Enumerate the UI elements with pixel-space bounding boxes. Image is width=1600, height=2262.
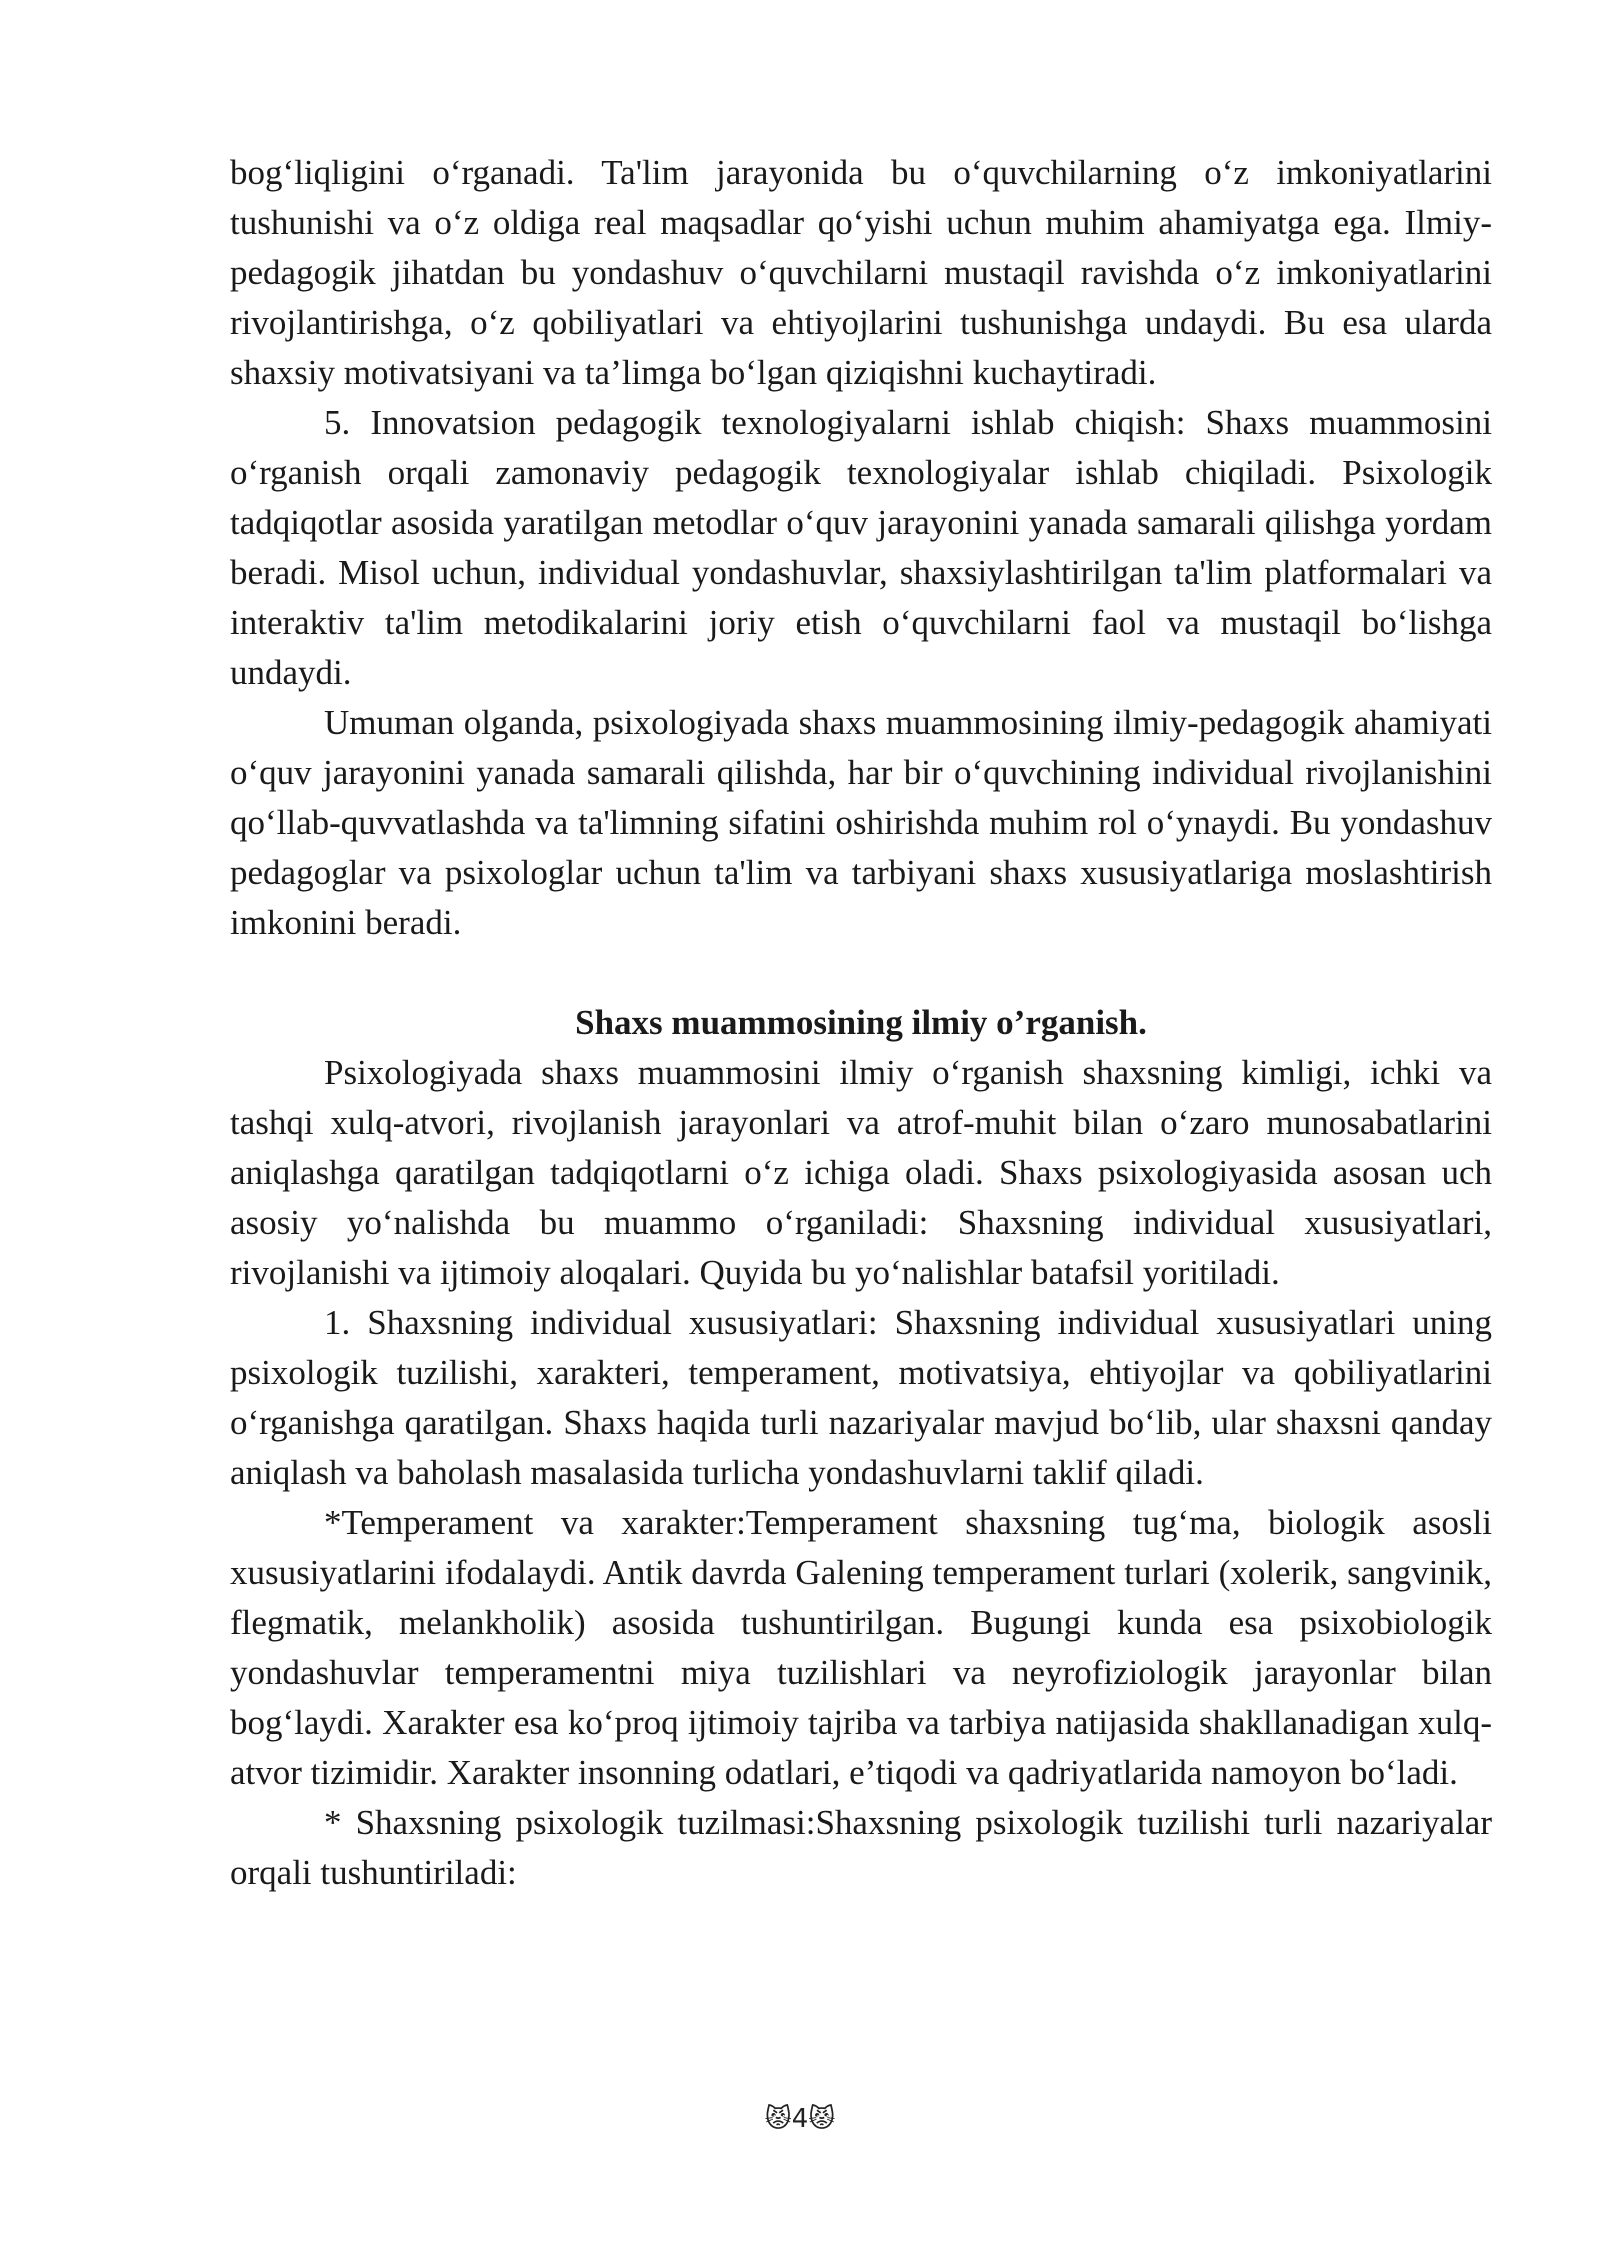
- section-heading: Shaxs muammosining ilmiy o’rganish.: [575, 1003, 1147, 1042]
- paragraph-intro: Psixologiyada shaxs muammosini ilmiy o‘rganish shaxsning kimligi, ichki va tashqi xulq-atvori, rivojlanish jarayonlari va atrof-muhit bilan o‘zaro munosabatlarini aniqlashga qaratilgan tadqiqotlarni o‘z ichiga oladi. Shaxs psixologiyasida asosan uch asosiy yo‘nalishda bu muammo o‘rganiladi: Shaxsning individual xususiyatlari, rivojlanishi va ijtimoiy aloqalari. Quyida bu yo‘nalishlar batafsil yoritiladi.: [230, 1053, 1492, 1292]
- paragraph-innovative-technologies: 5. Innovatsion pedagogik texnologiyalarni ishlab chiqish: Shaxs muammosini o‘rganish orqali zamonaviy pedagogik texnologiyalar ishlab chiqiladi. Psixologik tadqiqotlar asosida yaratilgan metodlar o‘quv jarayonini yanada samarali qilishga yordam beradi. Misol uchun, individual yondashuvlar, shaxsiylashtirilgan ta'lim platformalari va interaktiv ta'lim metodikalarini joriy etish o‘quvchilarni faol va mustaqil bo‘lishga undaydi.: [230, 403, 1492, 692]
- paragraph-psychological-structure: * Shaxsning psixologik tuzilmasi:Shaxsning psixologik tuzilishi turli nazariyalar orqali tushuntiriladi:: [230, 1803, 1492, 1892]
- paragraph-individual-traits: 1. Shaxsning individual xususiyatlari: Shaxsning individual xususiyatlari uning psixologik tuzilishi, xarakteri, temperament, motivatsiya, ehtiyojlar va qobiliyatlarini o‘rganishga qaratilgan. Shaxs haqida turli nazariyalar mavjud bo‘lib, ular shaxsni qanday aniqlash va baholash masalasida turlicha yondashuvlarni taklif qiladi.: [230, 1303, 1492, 1492]
- document-page: [230, 148, 1492, 1898]
- paragraph-summary: Umuman olganda, psixologiyada shaxs muammosining ilmiy-pedagogik ahamiyati o‘quv jarayonini yanada samarali qilishda, har bir o‘quvchining individual rivojlanishini qo‘llab-quvvatlashda va ta'limning sifatini oshirishda muhim rol o‘ynaydi. Bu yondashuv pedagoglar va psixologlar uchun ta'lim va tarbiyani shaxs xususiyatlariga moslashtirish imkonini beradi.: [230, 703, 1492, 942]
- paragraph-continuation: bog‘liqligini o‘rganadi. Ta'lim jarayonida bu o‘quvchilarning o‘z imkoniyatlarini tushunishi va o‘z oldiga real maqsadlar qo‘yishi uchun muhim ahamiyatga ega. Ilmiy-pedagogik jihatdan bu yondashuv o‘quvchilarni mustaqil ravishda o‘z imkoniyatlarini rivojlantirishga, o‘z qobiliyatlari va ehtiyojlarini tushunishga undaydi. Bu esa ularda shaxsiy motivatsiyani va ta’limga bo‘lgan qiziqishni kuchaytiradi.: [230, 153, 1492, 392]
- page-number: 😾4😾: [764, 2104, 836, 2134]
- paragraph-temperament: *Temperament va xarakter:Temperament shaxsning tug‘ma, biologik asosli xususiyatlarini ifodalaydi. Antik davrda Galening temperament turlari (xolerik, sangvinik, flegmatik, melankholik) asosida tushuntirilgan. Bugungi kunda esa psixobiologik yondashuvlar temperamentni miya tuzilishlari va neyrofiziologik jarayonlar bilan bog‘laydi. Xarakter esa ko‘proq ijtimoiy tajriba va tarbiya natijasida shakllanadigan xulq-atvor tizimidir. Xarakter insonning odatlari, e’tiqodi va qadriyatlarida namoyon bo‘ladi.: [230, 1503, 1492, 1792]
